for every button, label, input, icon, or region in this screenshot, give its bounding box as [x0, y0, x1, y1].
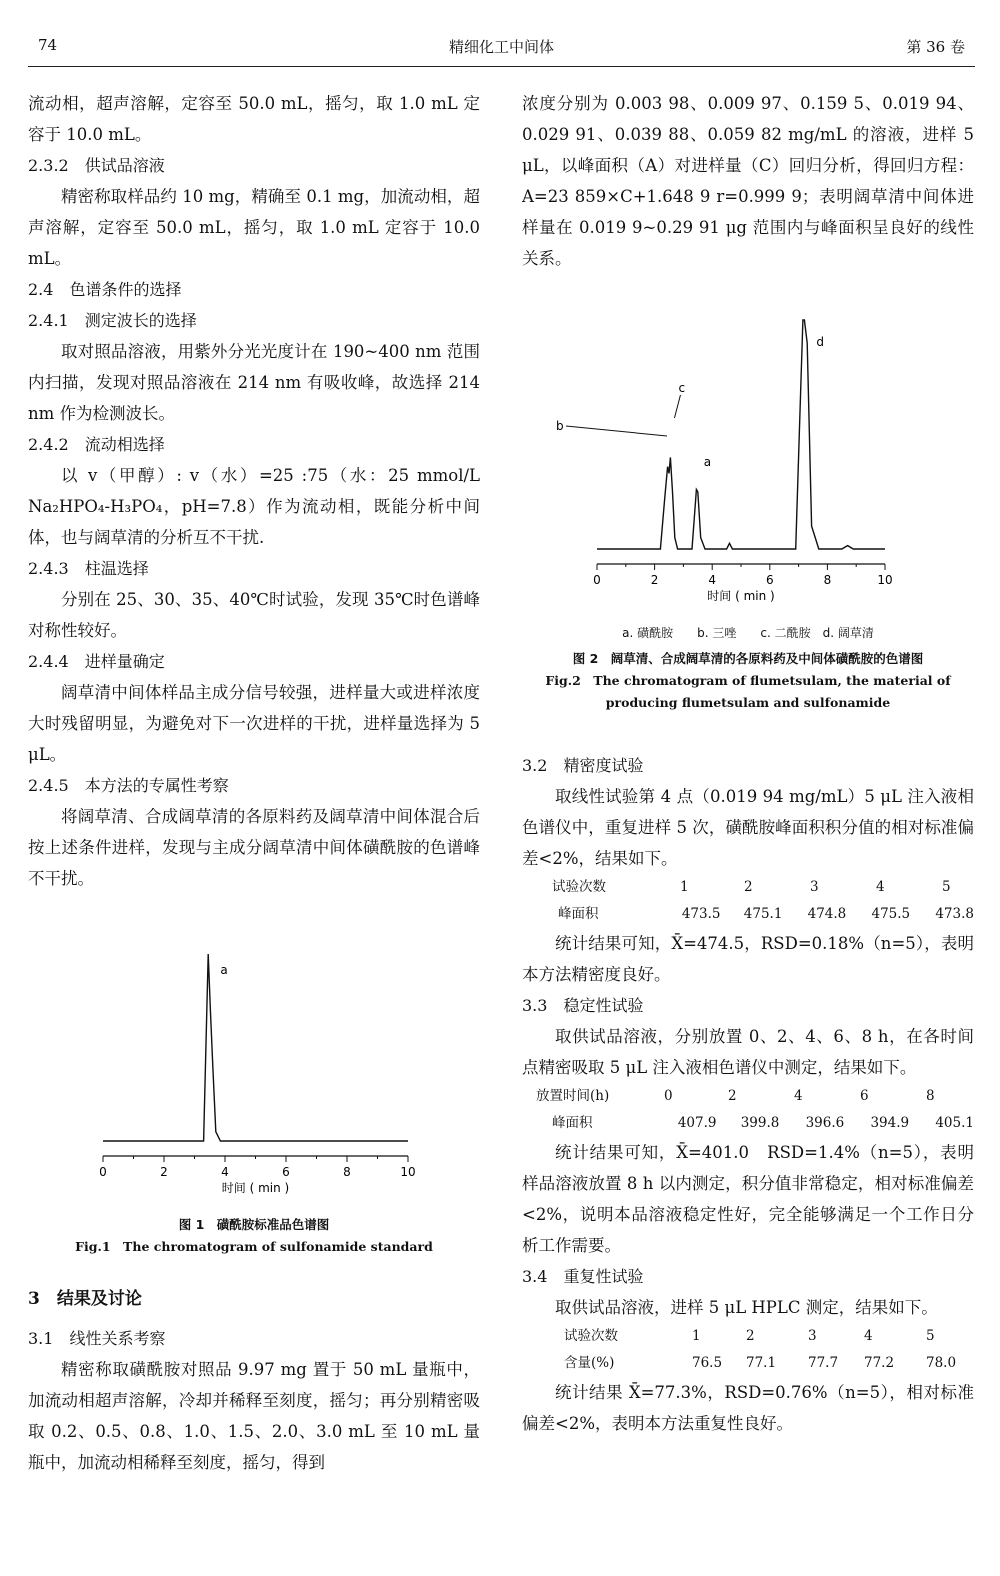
figure-1-chromatogram [28, 934, 480, 1204]
paragraph: 取供试品溶液，进样 5 μL HPLC 测定，结果如下。 [555, 1298, 938, 1317]
x-tick-label: 2 [160, 1165, 168, 1179]
figure-2-chromatogram [522, 302, 974, 612]
paragraph: 浓度分别为 0.003 98、0.009 97、0.159 5、0.019 94、0.029 91、0.039 88、0.059 82 mg/mL 的溶液，进样 5 μL，以峰面积（A）对进样量（C）回归分析，得回归方程：A=23 859×C+1.648 9 r=0.999 9；表明阔草清中间体进样量在 0.019 9~0.29 91 μg 范围内与峰面积呈良好的线性关系。 [522, 94, 974, 268]
table-row [522, 874, 974, 901]
x-tick-label: 8 [823, 573, 832, 587]
table-cell: 4 [794, 1088, 803, 1104]
figure-2-caption-en: producing flumetsulam and sulfonamide [605, 695, 891, 710]
table-cell: 77.1 [746, 1355, 777, 1371]
repeatability-table [522, 1323, 974, 1377]
table-row [522, 1323, 974, 1350]
journal-title: 精细化工中间体 [448, 38, 554, 56]
peak-label: a [703, 455, 712, 469]
paragraph: 分别在 25、30、35、40℃时试验，发现 35℃时色谱峰对称性较好。 [28, 590, 480, 640]
series-line [597, 320, 885, 549]
x-axis-label: 时间 ( min ) [707, 589, 775, 603]
x-tick-label: 2 [650, 573, 659, 587]
series-line [103, 954, 408, 1141]
figure-2-caption-cn: 图 2 阔草清、合成阔草清的各原料药及中间体磺酰胺的色谱图 [572, 651, 924, 666]
x-tick-label: 6 [282, 1165, 290, 1179]
volume-label: 第 36 卷 [906, 38, 965, 56]
x-tick-label: 4 [708, 573, 717, 587]
table-cell: 394.9 [870, 1115, 910, 1131]
table-cell: 5 [942, 879, 951, 895]
paragraph: 流动相，超声溶解，定容至 50.0 mL，摇匀，取 1.0 mL 定容于 10.0 mL。 [28, 94, 480, 144]
table-cell: 0 [664, 1088, 673, 1104]
section-heading: 2.4 色谱条件的选择 [28, 280, 182, 299]
figure-2-caption-en: Fig.2 The chromatogram of flumetsulam, the material of [545, 673, 951, 688]
peak-label: a [220, 963, 228, 977]
table-cell: 474.8 [807, 906, 847, 922]
paragraph: 将阔草清、合成阔草清的各原料药及阔草清中间体混合后按上述条件进样，发现与主成分阔草清中间体磺酰胺的色谱峰不干扰。 [28, 807, 480, 888]
x-axis-label: 时间 ( min ) [221, 1181, 290, 1195]
paragraph: 阔草清中间体样品主成分信号较强，进样量大或进样浓度大时残留明显，为避免对下一次进样的干扰，进样量选择为 5 μL。 [28, 683, 480, 764]
table-cell: 3 [810, 879, 819, 895]
table-cell: 6 [860, 1088, 869, 1104]
x-tick-label: 10 [400, 1165, 416, 1179]
table-cell: 405.1 [935, 1115, 974, 1131]
paragraph: 以 v（甲醇）: v（水）=25 :75（水：25 mmol/L Na₂HPO₄-H₃PO₄，pH=7.8）作为流动相，既能分析中间体，也与阔草清的分析互不干扰. [28, 466, 480, 547]
table-row [522, 1350, 974, 1377]
section-heading: 3.1 线性关系考察 [28, 1329, 166, 1348]
table-cell: 396.6 [805, 1115, 845, 1131]
table-cell: 4 [864, 1328, 873, 1344]
table-header: 峰面积 [558, 906, 599, 922]
table-header: 试验次数 [552, 879, 606, 895]
section-heading: 2.4.3 柱温选择 [28, 559, 149, 578]
table-cell: 473.8 [935, 906, 974, 922]
paragraph: 统计结果可知，X̄=401.0 RSD=1.4%（n=5），表明样品溶液放置 8 h 以内测定，积分值非常稳定，相对标准偏差<2%，说明本品溶液稳定性好，完全能够满足一个工作日分析工作需要。 [522, 1143, 974, 1255]
table-header: 峰面积 [552, 1115, 593, 1131]
peak-label: c [678, 381, 686, 395]
figure-1-caption-en: Fig.1 The chromatogram of sulfonamide standard [75, 1239, 433, 1254]
paragraph: 精密称取样品约 10 mg，精确至 0.1 mg，加流动相，超声溶解，定容至 50.0 mL，摇匀，取 1.0 mL 定容于 10.0 mL。 [28, 187, 480, 268]
table-cell: 2 [728, 1088, 737, 1104]
peak-label: d [816, 335, 824, 349]
paragraph: 取供试品溶液，分别放置 0、2、4、6、8 h，在各时间点精密吸取 5 μL 注入液相色谱仪中测定，结果如下。 [522, 1027, 974, 1077]
table-cell: 78.0 [926, 1355, 957, 1371]
section-heading: 2.4.4 进样量确定 [28, 652, 165, 671]
table-cell: 5 [926, 1328, 935, 1344]
section-heading: 3.3 稳定性试验 [522, 996, 644, 1015]
running-header [28, 30, 975, 67]
paragraph: 统计结果可知，X̄=474.5，RSD=0.18%（n=5），表明本方法精密度良好。 [522, 934, 974, 984]
precision-table [522, 874, 974, 928]
table-cell: 1 [680, 879, 689, 895]
x-tick-label: 0 [99, 1165, 107, 1179]
page-number: 74 [38, 36, 58, 54]
table-row [522, 1083, 974, 1110]
table-cell: 8 [926, 1088, 935, 1104]
table-cell: 2 [746, 1328, 755, 1344]
figure-1-caption-cn: 图 1 磺酰胺标准品色谱图 [178, 1217, 330, 1232]
section-heading: 3.4 重复性试验 [522, 1267, 644, 1286]
peak-leader-line [566, 426, 667, 436]
paragraph: 精密称取磺酰胺对照品 9.97 mg 置于 50 mL 量瓶中，加流动相超声溶解，冷却并稀释至刻度，摇匀；再分别精密吸取 0.2、0.5、0.8、1.0、1.5、2.0、3.0 mL 至 10 mL 量瓶中，加流动相稀释至刻度，摇匀，得到 [28, 1360, 480, 1472]
table-cell: 3 [808, 1328, 817, 1344]
table-header: 试验次数 [564, 1328, 618, 1344]
x-tick-label: 0 [593, 573, 601, 587]
table-cell: 77.7 [808, 1355, 839, 1371]
table-cell: 407.9 [677, 1115, 717, 1131]
section-heading: 2.4.1 测定波长的选择 [28, 311, 197, 330]
table-cell: 473.5 [681, 906, 721, 922]
x-tick-label: 6 [765, 573, 774, 587]
table-cell: 77.2 [864, 1355, 895, 1371]
table-cell: 2 [744, 879, 753, 895]
left-column [28, 88, 480, 1478]
table-cell: 1 [692, 1328, 701, 1344]
table-header: 含量(%) [564, 1355, 615, 1371]
x-tick-label: 4 [221, 1165, 229, 1179]
table-row [522, 1110, 974, 1137]
table-cell: 475.1 [743, 906, 783, 922]
section-heading: 3 结果及讨论 [28, 1289, 142, 1309]
stability-table [522, 1083, 974, 1137]
section-heading: 2.4.5 本方法的专属性考察 [28, 776, 229, 795]
table-cell: 4 [876, 879, 885, 895]
table-cell: 475.5 [871, 906, 911, 922]
section-heading: 2.3.2 供试品溶液 [28, 156, 165, 175]
paragraph: 统计结果 X̄=77.3%，RSD=0.76%（n=5），相对标准偏差<2%，表明本方法重复性良好。 [522, 1383, 974, 1433]
table-cell: 76.5 [692, 1355, 723, 1371]
table-row [522, 901, 974, 928]
right-column [522, 88, 974, 1439]
section-heading: 2.4.2 流动相选择 [28, 435, 165, 454]
paragraph: 取线性试验第 4 点（0.019 94 mg/mL）5 μL 注入液相色谱仪中，重复进样 5 次，磺酰胺峰面积积分值的相对标准偏差<2%，结果如下。 [522, 787, 974, 868]
peak-label: b [556, 419, 564, 433]
x-tick-label: 10 [877, 573, 893, 587]
table-header: 放置时间(h) [536, 1088, 610, 1104]
peak-leader-line [674, 395, 680, 418]
section-heading: 3.2 精密度试验 [522, 756, 644, 775]
figure-2-legend: a. 磺酰胺 b. 三唑 c. 二酰胺 d. 阔草清 [622, 626, 874, 640]
table-cell: 399.8 [740, 1115, 780, 1131]
paragraph: 取对照品溶液，用紫外分光光度计在 190~400 nm 范围内扫描，发现对照品溶液在 214 nm 有吸收峰，故选择 214 nm 作为检测波长。 [28, 342, 480, 423]
x-tick-label: 8 [343, 1165, 351, 1179]
